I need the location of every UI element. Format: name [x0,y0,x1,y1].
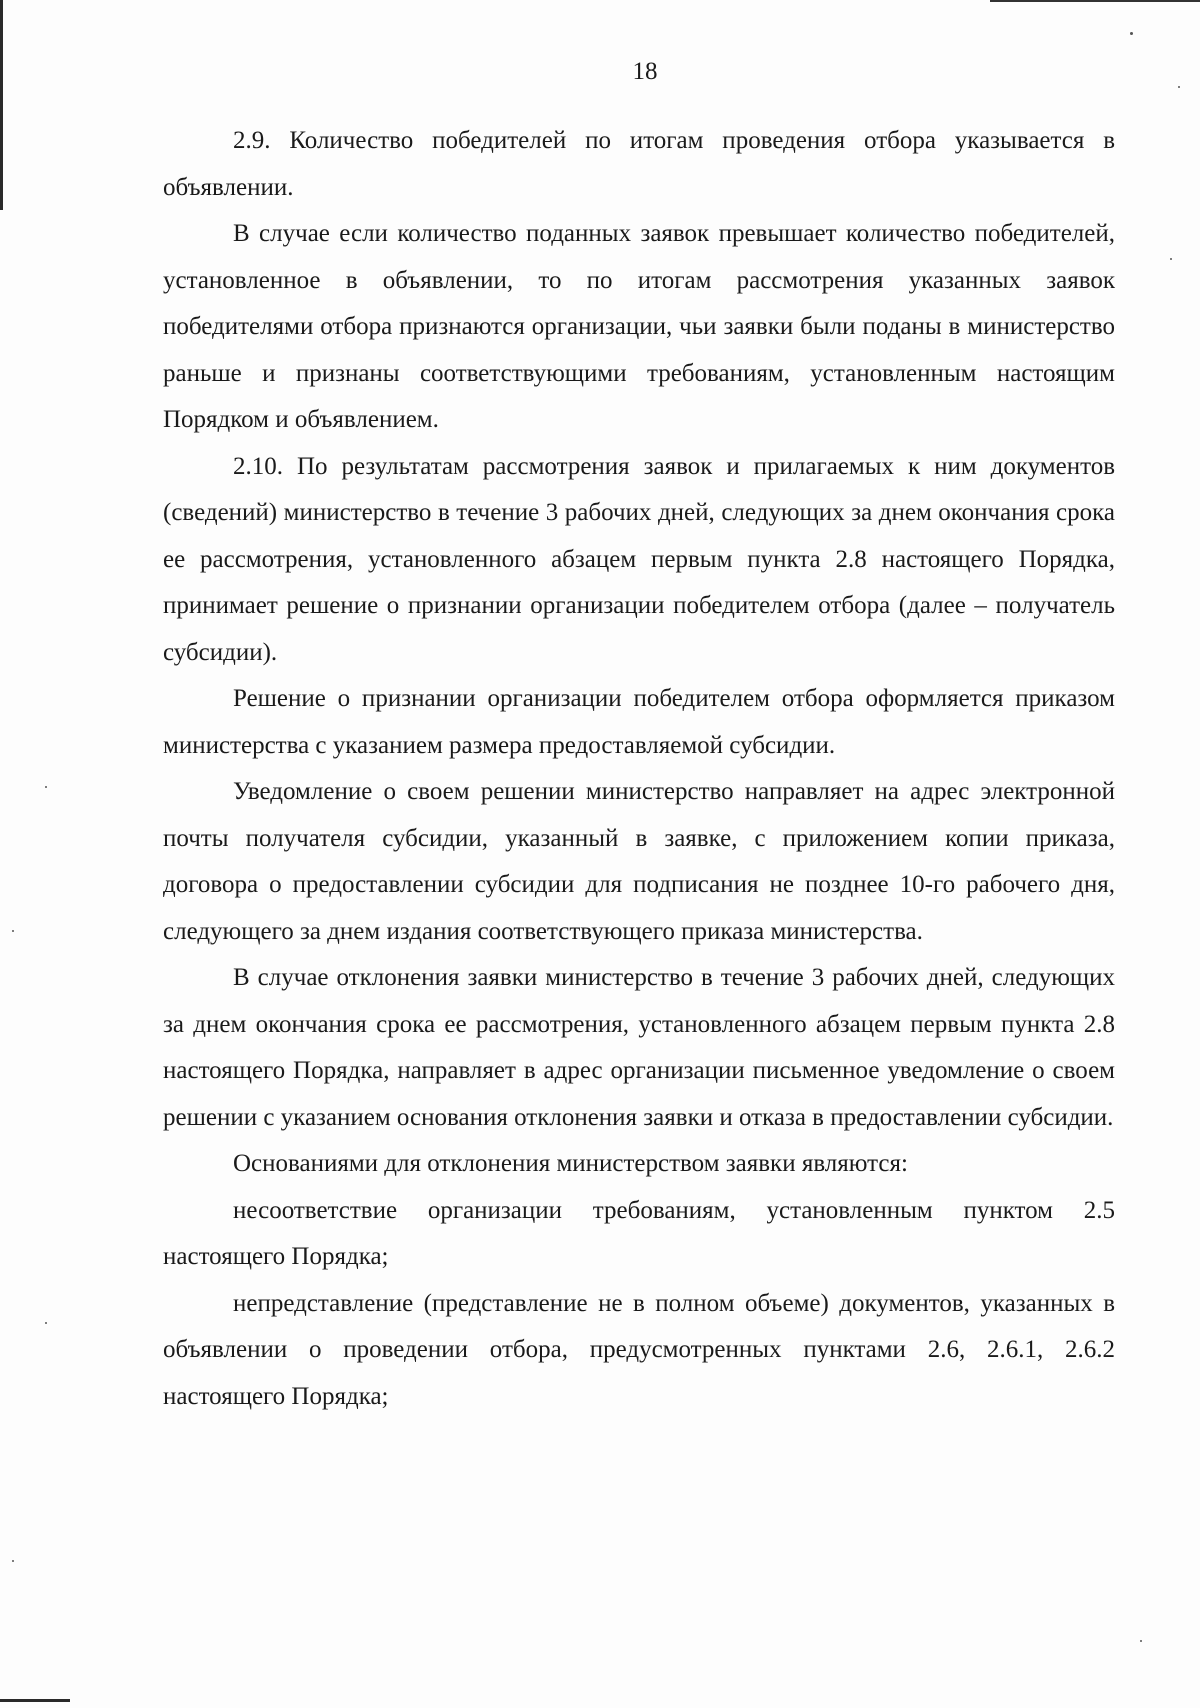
page-number: 18 [632,58,658,85]
paragraph: В случае отклонения заявки министерство в течение 3 рабочих дней, следующих за днем окончания срока ее рассмотрения, установленного абзацем первым пункта 2.8 настоящего Порядка, направляет в адрес организации письменное уведомление о своем решении с указанием основания отклонения заявки и отказа в предоставлении субсидии. [163,964,1115,1131]
paragraph: 2.10. По результатам рассмотрения заявок и прилагаемых к ним документов (сведений) министерство в течение 3 рабочих дней, следующих за днем окончания срока ее рассмотрения, установленного абзацем первым пункта 2.8 настоящего Порядка, принимает решение о признании организации победителем отбора (далее – получатель субсидии). [163,452,1115,666]
scan-speck [45,786,47,788]
scan-speck [1178,86,1180,88]
paragraph: Решение о признании организации победителем отбора оформляется приказом министерства с указанием размера предоставляемой субсидии. [163,685,1115,759]
scan-speck [12,930,14,932]
paragraph: непредставление (представление не в полном объеме) документов, указанных в объявлении о проведении отбора, предусмотренных пунктами 2.6, 2.6.1, 2.6.2 настоящего Порядка; [163,1289,1115,1410]
scan-edge-top [990,0,1200,2]
scan-edge-bottom [0,1699,70,1702]
scan-speck [1140,1640,1142,1642]
scan-speck [12,1560,14,1562]
paragraph: Уведомление о своем решении министерство направляет на адрес электронной почты получателя субсидии, указанный в заявке, с приложением копии приказа, договора о предоставлении субсидии для подписания не позднее 10-го рабочего дня, следующего за днем издания соответствующего приказа министерства. [163,778,1115,945]
paragraph: В случае если количество поданных заявок превышает количество победителей, установленное в объявлении, то по итогам рассмотрения указанных заявок победителями отбора признаются организации, чьи заявки были поданы в министерство раньше и признаны соответствующими требованиям, установленным настоящим Порядком и объявлением. [163,220,1115,433]
paragraph: Основаниями для отклонения министерством заявки являются: [233,1150,908,1177]
scan-speck [1170,258,1172,260]
paragraph: несоответствие организации требованиям, установленным пунктом 2.5 настоящего Порядка; [163,1196,1115,1270]
scan-speck [1130,32,1133,35]
scan-speck [45,1322,47,1324]
document-body [163,118,1115,1420]
paragraph: 2.9. Количество победителей по итогам проведения отбора указывается в объявлении. [163,127,1115,201]
scan-edge-left [0,0,3,210]
